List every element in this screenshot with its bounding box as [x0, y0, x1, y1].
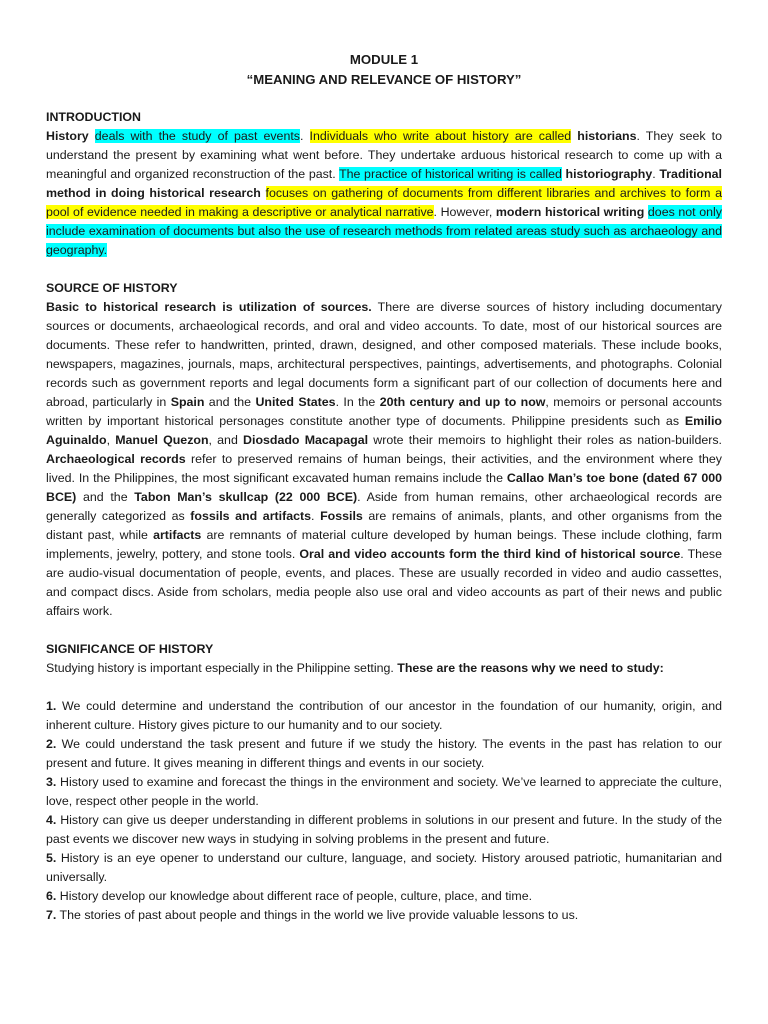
- intro-highlight-yellow: focuses on gathering of documents from different libraries and archives to form a pool of evidence needed in making a descriptive or analytical narrative: [46, 186, 722, 219]
- list-item: [46, 849, 722, 887]
- list-item-number: 2.: [46, 737, 57, 751]
- list-item-number: 5.: [46, 851, 57, 865]
- source-text: .: [311, 509, 321, 523]
- intro-bold-term: modern historical writing: [495, 205, 645, 219]
- source-bold-text: Tabon Man’s skullcap (22 000 BCE): [134, 490, 358, 504]
- source-text: wrote their memoirs to highlight their roles as nation-builders.: [368, 433, 722, 447]
- introduction-section: [46, 108, 722, 260]
- source-text: ,: [106, 433, 116, 447]
- intro-highlight-cyan: does not only include examination of documents but also the use of research methods from related areas study such as archaeology and geography.: [46, 205, 722, 257]
- source-bold-text: 20th century and up to now: [379, 395, 546, 409]
- list-item-text: We could determine and understand the contribution of our ancestor in the foundation of our humanity, origin, and inherent culture. History gives picture to our humanity and to our society.: [46, 699, 722, 732]
- module-title: “MEANING AND RELEVANCE OF HISTORY”: [246, 72, 522, 87]
- source-bold-text: Diosdado Macapagal: [243, 433, 369, 447]
- intro-text: .: [299, 129, 310, 143]
- source-bold-text: Callao Man’s toe bone (dated 67 000 BCE): [46, 471, 723, 504]
- source-text: , and: [208, 433, 244, 447]
- source-paragraph: [46, 298, 722, 621]
- intro-text: [89, 129, 95, 143]
- list-item: [46, 906, 722, 925]
- list-item-number: 4.: [46, 813, 57, 827]
- source-text: are remains of animals, plants, and other organisms from the distant past, while: [46, 509, 722, 542]
- list-item-text: We could understand the task present and future if we study the history. The events in the past has relation to our present and future. It gives meaning in different things and events in our society.: [46, 737, 722, 770]
- source-text: . Aside from human remains, other archaeological records are generally categorized as: [46, 490, 722, 523]
- source-text: are remnants of material culture developed by human beings. These include clothing, farm implements, jewelry, pottery, and stone tools.: [46, 528, 722, 561]
- list-item-number: 7.: [46, 908, 57, 922]
- source-text: . In the: [335, 395, 380, 409]
- list-item-number: 3.: [46, 775, 57, 789]
- intro-text: . They seek to understand the present by examining what went before. They undertake arduous historical research to come up with a meaningful and organized reconstruction of the past.: [46, 129, 722, 181]
- intro-text: History: [46, 129, 89, 143]
- source-bold-text: United States: [255, 395, 336, 409]
- source-bold-text: Spain: [170, 395, 205, 409]
- intro-bold-term: Traditional method in doing historical research: [46, 167, 722, 200]
- source-bold-text: fossils and artifacts: [190, 509, 312, 523]
- list-item: [46, 773, 722, 811]
- source-text: There are diverse sources of history including documentary sources or documents, archaeological records, and oral and video accounts. To date, most of our historical sources are documents. These refer to handwritten, printed, drawn, designed, and other composed materials. These include books, newspapers, magazines, journals, maps, architectural perspectives, paintings, advertisements, and photographs. Colonial records such as government reports and legal documents form a significant part of our collection of documents here and abroad, particularly in: [46, 300, 722, 409]
- source-bold-text: artifacts: [153, 528, 202, 542]
- list-item-text: History can give us deeper understanding in different problems in solutions in our present and future. In the study of the past events we discover new ways in studying in solving problems in the present and future.: [46, 813, 722, 846]
- source-bold-text: Emilio Aguinaldo: [46, 414, 722, 447]
- source-section: [46, 279, 722, 621]
- list-item-text: History used to examine and forecast the things in the environment and society. We’ve learned to appreciate the culture, love, respect other people in the world.: [46, 775, 722, 808]
- source-text: refer to preserved remains of human beings, their activities, and the environment where they lived. In the Philippines, the most significant excavated human remains include the: [46, 452, 722, 485]
- intro-highlight-cyan: The practice of historical writing is called: [339, 167, 562, 181]
- source-heading: SOURCE OF HISTORY: [46, 281, 178, 295]
- source-text: and the: [76, 490, 135, 504]
- module-label: MODULE 1: [349, 52, 419, 67]
- intro-text: .: [652, 167, 660, 181]
- reasons-list: [46, 697, 722, 925]
- list-item-number: 1.: [46, 699, 57, 713]
- source-bold-text: Fossils: [320, 509, 363, 523]
- list-item-text: The stories of past about people and things in the world we live provide valuable lessons to us.: [56, 908, 579, 922]
- list-item: [46, 697, 722, 735]
- introduction-heading: INTRODUCTION: [46, 110, 141, 124]
- list-item: [46, 735, 722, 773]
- introduction-paragraph: [46, 127, 722, 260]
- source-bold-text: Basic to historical research is utilization of sources.: [46, 300, 372, 314]
- significance-heading: SIGNIFICANCE OF HISTORY: [46, 642, 214, 656]
- significance-intro-bold: These are the reasons why we need to study:: [397, 661, 664, 675]
- intro-highlight-yellow: Individuals who write about history are called: [309, 129, 572, 143]
- source-bold-text: Archaeological records: [46, 452, 186, 466]
- title-block: [46, 50, 722, 90]
- source-bold-text: Oral and video accounts form the third kind of historical source: [299, 547, 681, 561]
- source-bold-text: Manuel Quezon: [115, 433, 209, 447]
- list-item-text: History is an eye opener to understand our culture, language, and society. History aroused patriotic, humanitarian and universally.: [46, 851, 722, 884]
- intro-bold-term: historiography: [565, 167, 653, 181]
- intro-highlight-cyan: deals with the study of past events: [94, 129, 300, 143]
- significance-intro-text: Studying history is important especially in the Philippine setting.: [46, 661, 398, 675]
- significance-section: [46, 640, 722, 925]
- list-item-text: History develop our knowledge about different race of people, culture, place, and time.: [56, 889, 533, 903]
- source-text: and the: [204, 395, 256, 409]
- intro-text: . However,: [433, 205, 496, 219]
- list-item-number: 6.: [46, 889, 57, 903]
- source-text: , memoirs or personal accounts written by important historical personages constitute another type of documents. Philippine presidents such as: [46, 395, 722, 428]
- intro-text: [261, 186, 266, 200]
- source-text: . These are audio-visual documentation of people, events, and places. These are usually recorded in video and audio cassettes, and compact discs. Aside from scholars, media people also use oral and video accounts as part of their news and public affairs work.: [46, 547, 723, 618]
- list-item: [46, 811, 722, 849]
- intro-bold-term: historians: [577, 129, 637, 143]
- list-item: [46, 887, 722, 906]
- significance-intro: [46, 659, 722, 678]
